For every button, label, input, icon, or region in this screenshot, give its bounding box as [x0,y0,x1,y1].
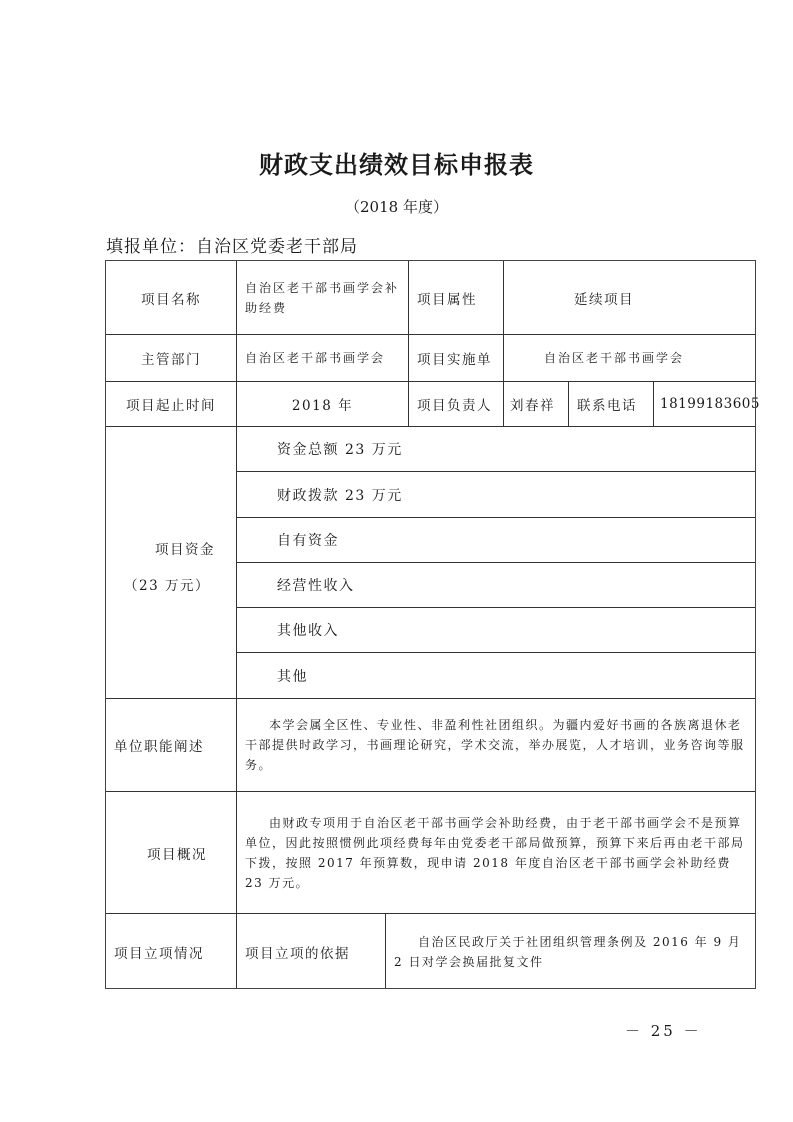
funds-total: （23 万元） [124,577,210,594]
basis-text: 自治区民政厅关于社团组织管理条例及 2016 年 9 月 2 日对学会换届批复文件 [394,934,742,969]
project-attr-label: 项目属性 [408,260,503,334]
document-title: 财政支出绩效目标申报表 [259,151,534,179]
phone-label: 联系电话 [568,381,653,426]
page-number: － 25 － [625,1022,702,1040]
basis-text-cell [385,913,756,989]
duties-text: 本学会属全区性、专业性、非盈利性社团组织。为疆内爱好书画的各族离退休老干部提供时政学习，书画理论研究，学术交流，举办展览，人才培训，业务咨询等服务。 [245,718,745,772]
phone-value: 18199183605 [653,381,756,426]
implementer-value: 自治区老干部书画学会 [503,334,756,381]
overview-label: 项目概况 [105,791,236,913]
implementer-label: 项目实施单 [408,334,503,381]
period-label: 项目起止时间 [105,381,236,426]
project-name-value: 自治区老干部书画学会补助经费 [236,260,408,334]
funds-label-cell [105,426,236,698]
duties-text-cell [236,698,756,791]
funds-item: 经营性收入 [236,562,756,607]
leader-value: 刘春祥 [503,381,568,426]
funds-item: 财政拨款 23 万元 [236,471,756,517]
leader-label: 项目负责人 [408,381,503,426]
funds-label: 项目资金 [155,541,215,558]
funds-item: 其他收入 [236,607,756,652]
document-subtitle: （2018 年度） [345,198,448,216]
supervisor-value: 自治区老干部书画学会 [236,334,408,381]
supervisor-label: 主管部门 [105,334,236,381]
reporting-unit: 填报单位：自治区党委老干部局 [106,237,358,257]
funds-item: 资金总额 23 万元 [236,426,756,471]
overview-text-cell [236,791,756,913]
funds-item: 其他 [236,652,756,698]
establish-label: 项目立项情况 [105,913,236,989]
project-name-label: 项目名称 [105,260,236,334]
duties-label: 单位职能阐述 [105,698,236,791]
funds-item: 自有资金 [236,517,756,562]
period-value: 2018 年 [236,381,408,426]
project-attr-value: 延续项目 [503,260,756,334]
overview-text: 由财政专项用于自治区老干部书画学会补助经费，由于老干部书画学会不是预算单位，因此按照惯例此项经费每年由党委老干部局做预算，预算下来后再由老干部局下拨，按照 2017 年预算数，现申请 2018 年度自治区老干部书画学会补助经费 23 万元。 [245,815,745,890]
basis-label: 项目立项的依据 [236,913,385,989]
